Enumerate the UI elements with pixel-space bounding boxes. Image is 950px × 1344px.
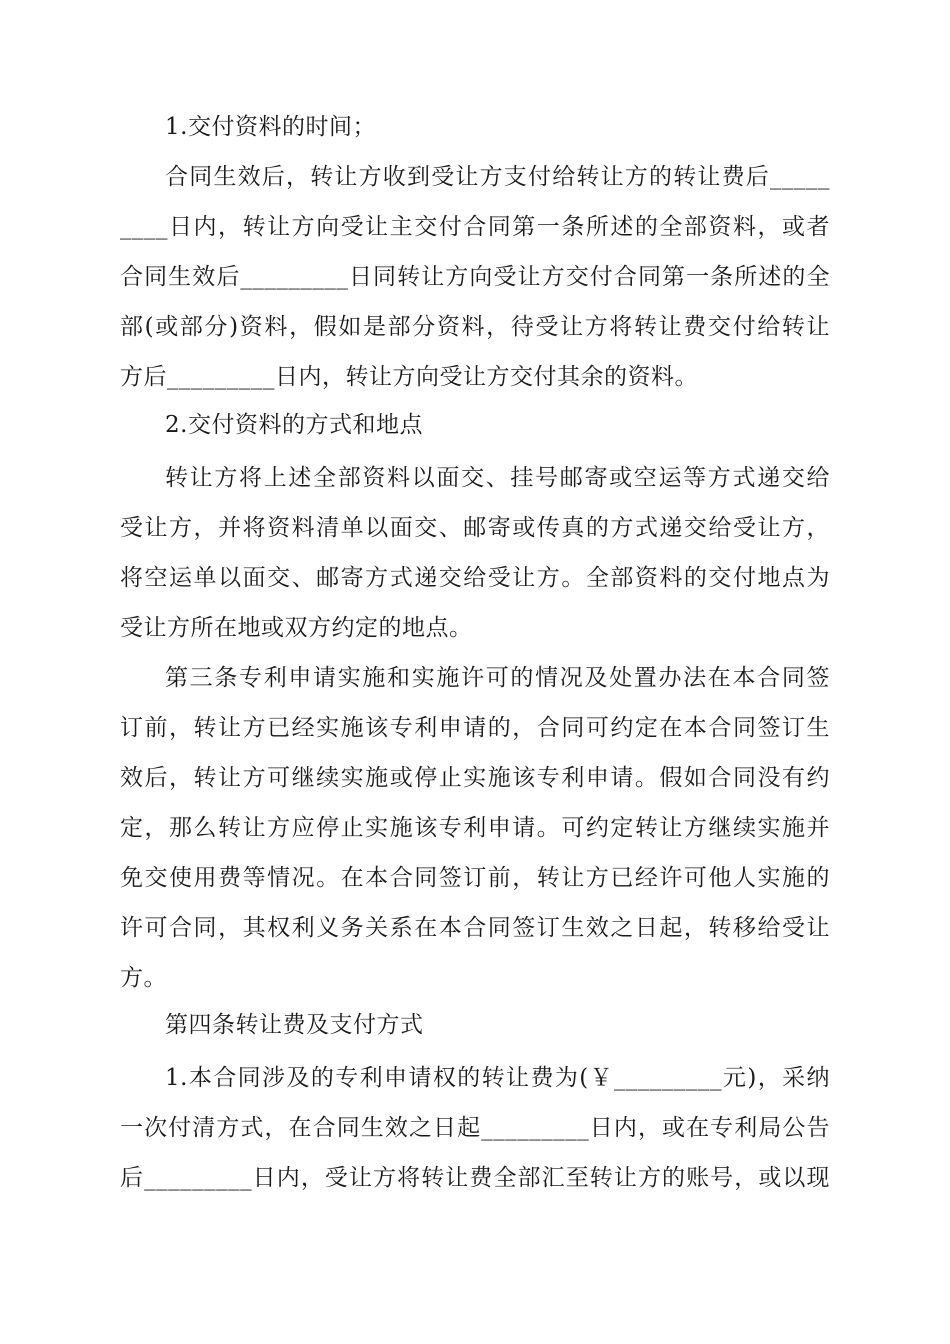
- section-heading: 2.交付资料的方式和地点: [165, 412, 423, 438]
- text-line: 将空运单以面交、邮寄方式递交给受让方。全部资料的交付地点为: [120, 565, 830, 591]
- text-line: 1.本合同涉及的专利申请权的转让费为(￥_________元)，采纳: [165, 1065, 830, 1091]
- text-line: 效后，转让方可继续实施或停止实施该专利申请。假如合同没有约: [120, 765, 830, 791]
- text-line: 受让方，并将资料清单以面交、邮寄或传真的方式递交给受让方，: [120, 515, 830, 541]
- text-line: 合同生效后，转让方收到受让方支付给转让方的转让费后_____: [165, 164, 830, 190]
- text-line: 方后_________日内，转让方向受让方交付其余的资料。: [120, 364, 698, 390]
- text-line: 部(或部分)资料，假如是部分资料，待受让方将转让费交付给转让: [120, 314, 830, 340]
- text-line: 许可合同，其权利义务关系在本合同签订生效之日起，转移给受让: [120, 915, 830, 941]
- text-line: 1.交付资料的时间；: [165, 114, 376, 140]
- text-line: 一次付清方式，在合同生效之日起_________日内，或在专利局公告: [120, 1115, 830, 1141]
- text-line: 方。: [120, 965, 167, 991]
- text-line: 订前，转让方已经实施该专利申请的，合同可约定在本合同签订生: [120, 715, 830, 741]
- text-line: 后_________日内，受让方将转让费全部汇至转让方的账号，或以现: [120, 1165, 830, 1191]
- text-line: 受让方所在地或双方约定的地点。: [120, 615, 473, 641]
- text-line: 转让方将上述全部资料以面交、挂号邮寄或空运等方式递交给: [165, 465, 830, 491]
- text-line: 定，那么转让方应停止实施该专利申请。可约定转让方继续实施并: [120, 815, 830, 841]
- text-line: ____日内，转让方向受让主交付合同第一条所述的全部资料，或者: [120, 214, 830, 240]
- text-line: 第三条专利申请实施和实施许可的情况及处置办法在本合同签: [165, 665, 830, 691]
- text-line: 免交使用费等情况。在本合同签订前，转让方已经许可他人实施的: [120, 865, 830, 891]
- text-line: 合同生效后_________日同转让方向受让方交付合同第一条所述的全: [120, 264, 830, 290]
- section-heading: 第四条转让费及支付方式: [165, 1012, 424, 1038]
